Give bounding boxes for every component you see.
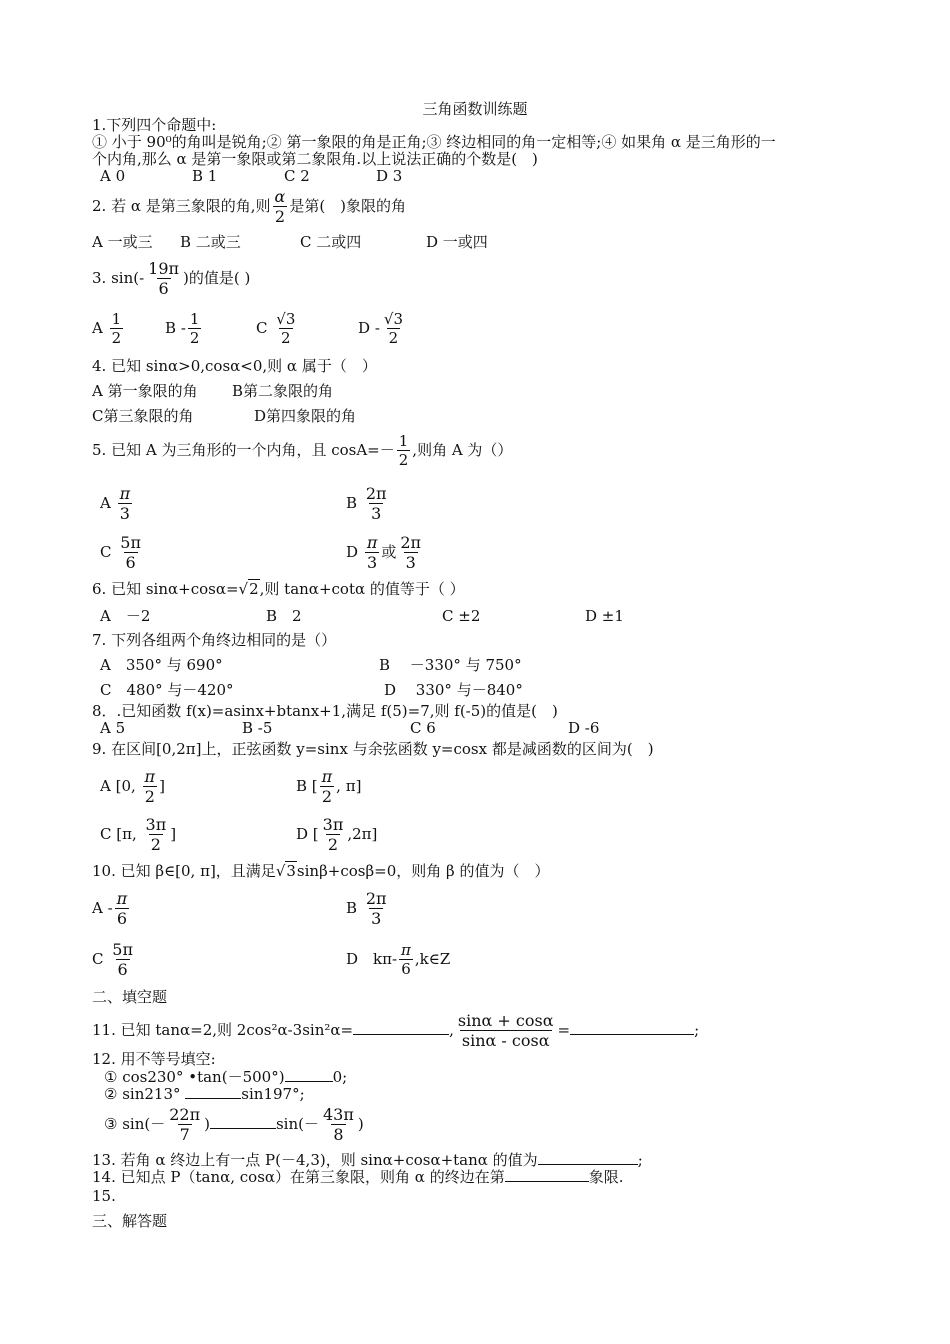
q7-option-d: D 330° 与－840° xyxy=(384,681,523,699)
q5-option-d: D $\frac{\pi}{3}$ 或 $\frac{2\pi}{3}$ xyxy=(346,533,422,572)
q2-stem: 2. 若 α 是第三象限的角,则 $\frac{\alpha}{2}$ 是第( )象限的角 xyxy=(92,187,407,226)
q6-option-a: A －2 xyxy=(100,607,151,625)
q3-option-a: A $\frac{1}{2}$ xyxy=(92,310,122,347)
q3-option-b: B - $\frac{1}{2}$ xyxy=(165,310,200,347)
q12-item-1: ① cos230° •tan(－500°) 0; xyxy=(104,1068,348,1086)
q8-option-d: D -6 xyxy=(568,719,600,737)
q7-option-c: C 480° 与－420° xyxy=(100,681,234,699)
q8-option-b: B -5 xyxy=(242,719,273,737)
q3-option-c: C $\frac{√3}{2}$ xyxy=(256,310,296,347)
q9-stem: 9. 在区间[0,2π]上，正弦函数 y=sinx 与余弦函数 y=cosx 都是减函数的区间为( ) xyxy=(92,740,654,758)
q12-blank-2[interactable] xyxy=(185,1084,241,1099)
q10-option-b: B $\frac{2\pi}{3}$ xyxy=(346,889,387,928)
q10-sqrt: √3 xyxy=(275,862,296,880)
q14-blank[interactable] xyxy=(505,1167,589,1182)
q5-option-a: A $\frac{\pi}{3}$ xyxy=(100,484,131,523)
q1-option-a: A 0 xyxy=(100,167,126,185)
q2-fraction: $\frac{\alpha}{2}$ xyxy=(274,187,286,226)
q2-option-a: A 一或三 xyxy=(92,233,153,251)
q5-stem: 5. 已知 A 为三角形的一个内角，且 cosA=－ $\frac{1}{2}$ ,则角 A 为（） xyxy=(92,432,513,469)
q1-stem: 1.下列四个命题中: xyxy=(92,116,217,134)
q8-option-c: C 6 xyxy=(410,719,436,737)
q5-option-c: C $\frac{5\pi}{6}$ xyxy=(100,533,141,572)
q2-option-c: C 二或四 xyxy=(300,233,362,251)
section-answer: 三、解答题 xyxy=(92,1212,168,1230)
q13-blank[interactable] xyxy=(538,1150,638,1165)
q10-stem: 10. 已知 β∈[0, π]，且满足√3sinβ+cosβ=0，则角 β 的值为（ ） xyxy=(92,862,550,880)
q4-stem: 4. 已知 sinα>0,cosα<0,则 α 属于（ ） xyxy=(92,357,377,375)
q2-option-d: D 一或四 xyxy=(426,233,488,251)
q11-stem: 11. 已知 tanα=2,则 2cos²α-3sin²α= , $\frac{\sin\alpha + \cos\alpha}{\sin\alpha - \cos\alpha}$ = ; xyxy=(92,1011,700,1050)
q10-option-a: A - $\frac{\pi}{6}$ xyxy=(92,889,128,928)
q8-option-a: A 5 xyxy=(100,719,126,737)
q12-item-2: ② sin213° sin197°; xyxy=(104,1085,305,1103)
q6-option-d: D ±1 xyxy=(585,607,624,625)
q2-option-b: B 二或三 xyxy=(180,233,241,251)
q1-option-b: B 1 xyxy=(192,167,218,185)
q9-option-b: B [ $\frac{\pi}{2}$ , π] xyxy=(296,767,362,806)
q8-stem: 8．.已知函数 f(x)=asinx+btanx+1,满足 f(5)=7,则 f(-5)的值是( ) xyxy=(92,702,558,720)
q3-option-d: D - $\frac{√3}{2}$ xyxy=(358,310,403,347)
q14-stem: 14. 已知点 P（tanα, cosα）在第三象限，则角 α 的终边在第 象限. xyxy=(92,1168,624,1186)
q12-stem: 12. 用不等号填空: xyxy=(92,1050,216,1068)
page-title: 三角函数训练题 xyxy=(422,100,528,118)
q13-stem: 13. 若角 α 终边上有一点 P(－4,3)，则 sinα+cosα+tanα 的值为 ; xyxy=(92,1151,643,1169)
q1-option-c: C 2 xyxy=(284,167,310,185)
section-fill-in: 二、填空题 xyxy=(92,988,168,1006)
q4-option-c: C第三象限的角 xyxy=(92,407,194,425)
q7-stem: 7. 下列各组两个角终边相同的是（） xyxy=(92,631,337,649)
q9-option-c: C [π, $\frac{3\pi}{2}$ ] xyxy=(100,815,177,854)
q3-fraction: $\frac{19\pi}{6}$ xyxy=(148,259,180,298)
q9-option-a: A [0, $\frac{\pi}{2}$ ] xyxy=(100,767,165,806)
q1-line1: ① 小于 90⁰的角叫是锐角;② 第一象限的角是正角;③ 终边相同的角一定相等;④ 如果角 α 是三角形的一 xyxy=(92,133,776,151)
q9-option-d: D [ $\frac{3\pi}{2}$ ,2π] xyxy=(296,815,378,854)
q6-option-c: C ±2 xyxy=(442,607,481,625)
q7-option-b: B －330° 与 750° xyxy=(379,656,522,674)
q12-blank-1[interactable] xyxy=(285,1067,333,1082)
q5-fraction: $\frac{1}{2}$ xyxy=(398,432,409,469)
q15-stem: 15. xyxy=(92,1187,116,1205)
q7-option-a: A 350° 与 690° xyxy=(100,656,223,674)
q10-option-d: D kπ- $\frac{\pi}{6}$ ,k∈Z xyxy=(346,941,451,978)
q11-fraction: $\frac{\sin\alpha + \cos\alpha}{\sin\alpha - \cos\alpha}$ xyxy=(457,1011,554,1050)
q6-stem: 6. 已知 sinα+cosα=√2,则 tanα+cotα 的值等于（ ） xyxy=(92,580,465,598)
q6-option-b: B 2 xyxy=(266,607,302,625)
q1-line2: 个内角,那么 α 是第一象限或第二象限角.以上说法正确的个数是( ) xyxy=(92,150,538,168)
q1-option-d: D 3 xyxy=(376,167,403,185)
q12-blank-3[interactable] xyxy=(210,1114,276,1129)
q11-blank-2[interactable] xyxy=(570,1020,694,1035)
q4-option-b: B第二象限的角 xyxy=(232,382,334,400)
q3-stem: 3. sin(- $\frac{19\pi}{6}$ )的值是( ) xyxy=(92,259,251,298)
q4-option-a: A 第一象限的角 xyxy=(92,382,198,400)
q11-blank-1[interactable] xyxy=(353,1020,449,1035)
q4-option-d: D第四象限的角 xyxy=(254,407,357,425)
q6-sqrt: √2 xyxy=(238,580,259,598)
q5-option-b: B $\frac{2\pi}{3}$ xyxy=(346,484,387,523)
q12-item-3: ③ sin(－ $\frac{22\pi}{7}$ ) sin(－ $\frac{43\pi}{8}$ ) xyxy=(104,1105,364,1144)
q10-option-c: C $\frac{5\pi}{6}$ xyxy=(92,940,133,979)
